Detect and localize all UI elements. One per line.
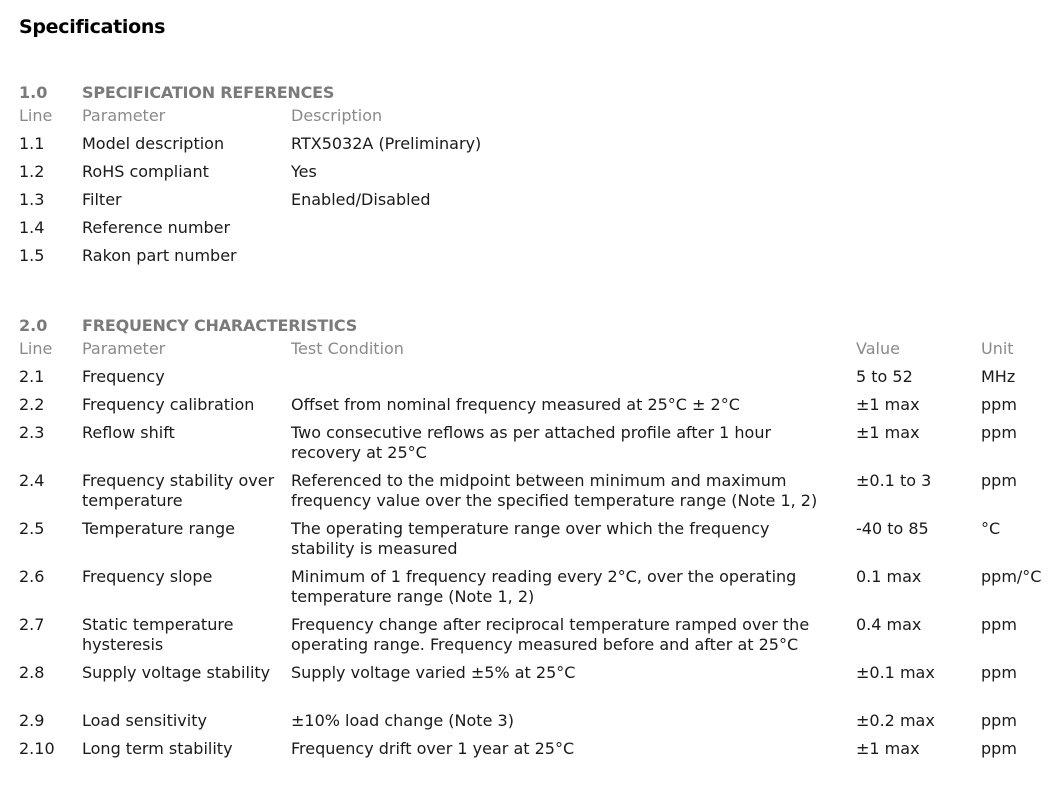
value-cell: 5 to 52 (856, 367, 913, 386)
table-row (0, 367, 1062, 395)
table-row (0, 471, 1062, 519)
table-row (0, 218, 1062, 246)
column-header-unit: Unit (981, 339, 1014, 358)
test-condition-cell: Minimum of 1 frequency reading every 2°C, over the operating temperature range (Note 1, 2) (291, 567, 797, 606)
line-number: 2.3 (19, 423, 45, 442)
line-number: 1.1 (19, 134, 45, 153)
table-header-row (0, 106, 1062, 134)
parameter-cell: Filter (82, 190, 122, 209)
section-specification-references (0, 81, 1062, 274)
line-number: 1.5 (19, 246, 45, 265)
test-condition-cell: Referenced to the midpoint between minimum and maximum frequency value over the specified temperature range (Note 1, 2) (291, 471, 818, 510)
parameter-cell: RoHS compliant (82, 162, 209, 181)
line-number: 2.5 (19, 519, 45, 538)
unit-cell: ppm (981, 711, 1017, 730)
parameter-cell: Long term stability (82, 739, 233, 758)
unit-cell: ppm (981, 423, 1017, 442)
value-cell: ±0.2 max (856, 711, 935, 730)
parameter-cell: Reflow shift (82, 423, 175, 442)
unit-cell: ppm (981, 615, 1017, 634)
line-number: 2.1 (19, 367, 45, 386)
description-cell: Yes (291, 162, 317, 181)
section-number: 1.0 (19, 83, 48, 102)
test-condition-cell: Frequency drift over 1 year at 25°C (291, 739, 575, 758)
description-cell: RTX5032A (Preliminary) (291, 134, 482, 153)
table-row (0, 134, 1062, 162)
line-number: 2.7 (19, 615, 45, 634)
parameter-cell: Load sensitivity (82, 711, 207, 730)
value-cell: 0.4 max (856, 615, 922, 634)
unit-cell: ppm (981, 739, 1017, 758)
table-row (0, 615, 1062, 663)
line-number: 2.10 (19, 739, 55, 758)
parameter-cell: Model description (82, 134, 225, 153)
unit-cell: ppm (981, 395, 1017, 414)
section-heading (0, 314, 1062, 339)
parameter-cell: Reference number (82, 218, 231, 237)
unit-cell: ppm/°C (981, 567, 1042, 586)
column-header-line: Line (19, 339, 53, 358)
section-title: SPECIFICATION REFERENCES (82, 83, 335, 102)
table-row (0, 190, 1062, 218)
column-header-value: Value (856, 339, 900, 358)
table-row (0, 739, 1062, 767)
table-row (0, 162, 1062, 190)
parameter-cell: Frequency (82, 367, 165, 386)
value-cell: ±1 max (856, 395, 920, 414)
section-frequency-characteristics (0, 314, 1062, 767)
test-condition-cell: Two consecutive reflows as per attached profile after 1 hour recovery at 25°C (291, 423, 772, 462)
value-cell: -40 to 85 (856, 519, 929, 538)
parameter-cell: Supply voltage stability (82, 663, 271, 682)
table-row (0, 711, 1062, 739)
column-header-parameter: Parameter (82, 339, 166, 358)
line-number: 2.6 (19, 567, 45, 586)
parameter-cell: Frequency calibration (82, 395, 255, 414)
parameter-cell: Temperature range (82, 519, 235, 538)
line-number: 2.4 (19, 471, 45, 490)
parameter-cell: Frequency stability over temperature (82, 471, 275, 510)
value-cell: ±1 max (856, 423, 920, 442)
line-number: 1.2 (19, 162, 45, 181)
section-heading (0, 81, 1062, 106)
value-cell: 0.1 max (856, 567, 922, 586)
unit-cell: ppm (981, 663, 1017, 682)
unit-cell: °C (981, 519, 1001, 538)
unit-cell: MHz (981, 367, 1016, 386)
value-cell: ±0.1 to 3 (856, 471, 932, 490)
parameter-cell: Static temperature hysteresis (82, 615, 234, 654)
line-number: 2.9 (19, 711, 45, 730)
test-condition-cell: Supply voltage varied ±5% at 25°C (291, 663, 576, 682)
value-cell: ±1 max (856, 739, 920, 758)
section-title: FREQUENCY CHARACTERISTICS (82, 316, 358, 335)
table-header-row (0, 339, 1062, 367)
line-number: 2.2 (19, 395, 45, 414)
table-row (0, 395, 1062, 423)
test-condition-cell: ±10% load change (Note 3) (291, 711, 514, 730)
page-title: Specifications (19, 16, 166, 38)
column-header-line: Line (19, 106, 53, 125)
test-condition-cell: Offset from nominal frequency measured at 25°C ± 2°C (291, 395, 740, 414)
column-header-parameter: Parameter (82, 106, 166, 125)
table-row (0, 423, 1062, 471)
parameter-cell: Rakon part number (82, 246, 237, 265)
line-number: 1.4 (19, 218, 45, 237)
table-row (0, 663, 1062, 711)
table-row (0, 246, 1062, 274)
parameter-cell: Frequency slope (82, 567, 213, 586)
column-header-test-condition: Test Condition (291, 339, 404, 358)
unit-cell: ppm (981, 471, 1017, 490)
line-number: 1.3 (19, 190, 45, 209)
table-row (0, 519, 1062, 567)
description-cell: Enabled/Disabled (291, 190, 431, 209)
column-header-description: Description (291, 106, 383, 125)
test-condition-cell: Frequency change after reciprocal temperature ramped over the operating range. Frequency measured before and after at 25°C (291, 615, 810, 654)
table-row (0, 567, 1062, 615)
value-cell: ±0.1 max (856, 663, 935, 682)
test-condition-cell: The operating temperature range over which the frequency stability is measured (291, 519, 770, 558)
line-number: 2.8 (19, 663, 45, 682)
section-number: 2.0 (19, 316, 48, 335)
